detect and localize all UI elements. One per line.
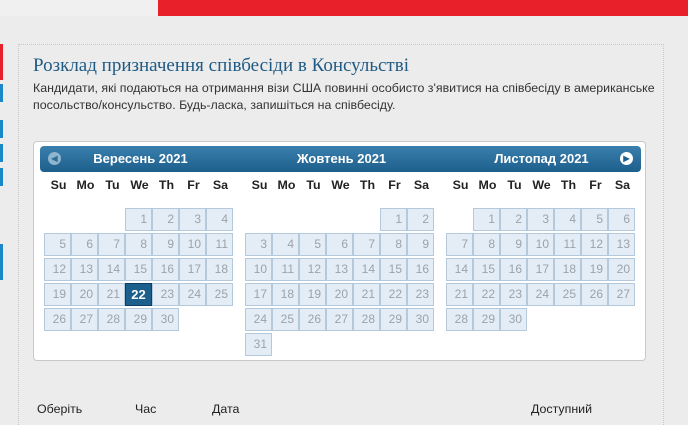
column-available: Доступний — [531, 402, 593, 416]
weekday-label: Fr — [388, 178, 401, 192]
calendar-day: 21 — [353, 283, 380, 306]
chevron-right-icon[interactable]: ▶ — [620, 152, 633, 165]
calendar-day: 16 — [500, 258, 527, 281]
calendar-day: 15 — [380, 258, 407, 281]
brand-bar — [158, 0, 688, 16]
weekday-label: Su — [251, 178, 268, 192]
weekday-label: Th — [359, 178, 376, 192]
calendar-day: 20 — [71, 283, 98, 306]
calendar-day: 12 — [299, 258, 326, 281]
calendar-day: 9 — [407, 233, 434, 256]
weekday-label: Mo — [277, 178, 296, 192]
calendar-day: 27 — [326, 308, 353, 331]
weekday-label: Th — [560, 178, 577, 192]
top-bar — [0, 0, 688, 16]
calendar-day: 9 — [500, 233, 527, 256]
calendar-day: 16 — [407, 258, 434, 281]
calendar-day: 2 — [500, 208, 527, 231]
calendar-day: 27 — [71, 308, 98, 331]
month-title: Листопад 2021 — [494, 151, 589, 166]
weekday-label: Fr — [187, 178, 200, 192]
month-header — [442, 146, 641, 172]
weekday-label: Sa — [212, 178, 229, 192]
calendar-day: 1 — [473, 208, 500, 231]
calendar-day: 13 — [608, 233, 635, 256]
calendar-day: 6 — [326, 233, 353, 256]
month-header — [241, 146, 442, 172]
calendar-day: 3 — [527, 208, 554, 231]
calendar-day: 20 — [608, 258, 635, 281]
calendar-day: 7 — [353, 233, 380, 256]
calendar-day: 23 — [152, 283, 179, 306]
calendar-day: 5 — [581, 208, 608, 231]
calendar-day: 29 — [380, 308, 407, 331]
weekday-label: Fr — [589, 178, 602, 192]
calendar-day: 28 — [353, 308, 380, 331]
weekday-label: Tu — [105, 178, 120, 192]
calendar-day: 11 — [206, 233, 233, 256]
calendar-day: 31 — [245, 333, 272, 356]
calendar-day: 18 — [272, 283, 299, 306]
calendar-day: 17 — [179, 258, 206, 281]
calendar-day: 19 — [581, 258, 608, 281]
month-title: Жовтень 2021 — [296, 151, 387, 166]
calendar-day: 28 — [446, 308, 473, 331]
calendar-day-selected[interactable]: 22 — [125, 283, 152, 306]
page-title: Розклад призначення співбесіди в Консульстві — [33, 55, 409, 76]
weekday-label: We — [130, 178, 149, 192]
column-time: Час — [135, 402, 157, 416]
calendar-day: 22 — [380, 283, 407, 306]
calendar-day: 30 — [152, 308, 179, 331]
calendar-day: 28 — [98, 308, 125, 331]
calendar-day: 25 — [206, 283, 233, 306]
calendar-day: 19 — [44, 283, 71, 306]
calendar-day: 15 — [125, 258, 152, 281]
main-panel — [18, 44, 664, 425]
month-0 — [40, 146, 241, 356]
weekday-label: Tu — [507, 178, 522, 192]
chevron-left-icon[interactable]: ◀ — [48, 152, 61, 165]
calendar-day: 12 — [44, 258, 71, 281]
calendar-day: 11 — [554, 233, 581, 256]
calendar-day: 24 — [245, 308, 272, 331]
calendar-day: 18 — [554, 258, 581, 281]
calendar-day: 25 — [272, 308, 299, 331]
weekday-label: We — [532, 178, 551, 192]
column-date: Дата — [212, 402, 240, 416]
month-2 — [442, 146, 641, 356]
calendar-day: 30 — [500, 308, 527, 331]
page-description: Кандидати, які подаються на отримання візи США повинні особисто з'явитися на співбесіду в американське посольство/консульство. Будь-ласка, запишіться на співбесіду. — [33, 81, 655, 112]
calendar-day: 4 — [206, 208, 233, 231]
calendar-day: 26 — [581, 283, 608, 306]
calendar-day: 12 — [581, 233, 608, 256]
calendar-day: 17 — [527, 258, 554, 281]
calendar-day: 25 — [554, 283, 581, 306]
calendar-day: 9 — [152, 233, 179, 256]
calendar-day: 26 — [44, 308, 71, 331]
weekday-label: Th — [158, 178, 175, 192]
calendar-day: 8 — [380, 233, 407, 256]
calendar-day: 10 — [527, 233, 554, 256]
calendar-day: 6 — [71, 233, 98, 256]
calendar-day: 23 — [407, 283, 434, 306]
calendar-day: 30 — [407, 308, 434, 331]
weekday-label: Sa — [413, 178, 430, 192]
weekday-label: Su — [452, 178, 469, 192]
calendar-day: 21 — [446, 283, 473, 306]
calendar-day: 19 — [299, 283, 326, 306]
weekday-label: Mo — [478, 178, 497, 192]
calendar-day: 20 — [326, 283, 353, 306]
calendar-day: 27 — [608, 283, 635, 306]
calendar-day: 2 — [407, 208, 434, 231]
calendar-day: 8 — [125, 233, 152, 256]
calendar-day: 2 — [152, 208, 179, 231]
column-choose: Оберіть — [37, 402, 83, 416]
calendar-day: 14 — [446, 258, 473, 281]
weekday-label: Sa — [614, 178, 631, 192]
calendar-day: 14 — [353, 258, 380, 281]
month-header — [40, 146, 241, 172]
weekday-label: Tu — [306, 178, 321, 192]
weekday-label: Su — [50, 178, 67, 192]
calendar-day: 5 — [299, 233, 326, 256]
calendar-day: 18 — [206, 258, 233, 281]
calendar-day: 26 — [299, 308, 326, 331]
calendar-day: 11 — [272, 258, 299, 281]
calendar-day: 29 — [473, 308, 500, 331]
calendar-day: 3 — [179, 208, 206, 231]
calendar-day: 13 — [71, 258, 98, 281]
calendar-day: 17 — [245, 283, 272, 306]
weekday-label: Mo — [76, 178, 95, 192]
calendar-day: 1 — [380, 208, 407, 231]
calendar-day: 10 — [179, 233, 206, 256]
calendar-day: 6 — [608, 208, 635, 231]
calendar-day: 10 — [245, 258, 272, 281]
calendar-day: 13 — [326, 258, 353, 281]
calendar-day: 7 — [98, 233, 125, 256]
calendar-day: 1 — [125, 208, 152, 231]
calendar-day: 4 — [272, 233, 299, 256]
calendar-day: 15 — [473, 258, 500, 281]
calendar-day: 7 — [446, 233, 473, 256]
calendar-day: 24 — [179, 283, 206, 306]
calendar-day: 5 — [44, 233, 71, 256]
calendar-day: 24 — [527, 283, 554, 306]
calendar-day: 22 — [473, 283, 500, 306]
calendar-day: 8 — [473, 233, 500, 256]
calendar-day: 21 — [98, 283, 125, 306]
calendar-day: 16 — [152, 258, 179, 281]
calendar-day: 14 — [98, 258, 125, 281]
calendar-day: 23 — [500, 283, 527, 306]
calendar-day: 29 — [125, 308, 152, 331]
month-title: Вересень 2021 — [93, 151, 188, 166]
datepicker — [33, 141, 646, 361]
month-1 — [241, 146, 442, 356]
weekday-label: We — [331, 178, 350, 192]
calendar-day: 4 — [554, 208, 581, 231]
calendar-day: 3 — [245, 233, 272, 256]
